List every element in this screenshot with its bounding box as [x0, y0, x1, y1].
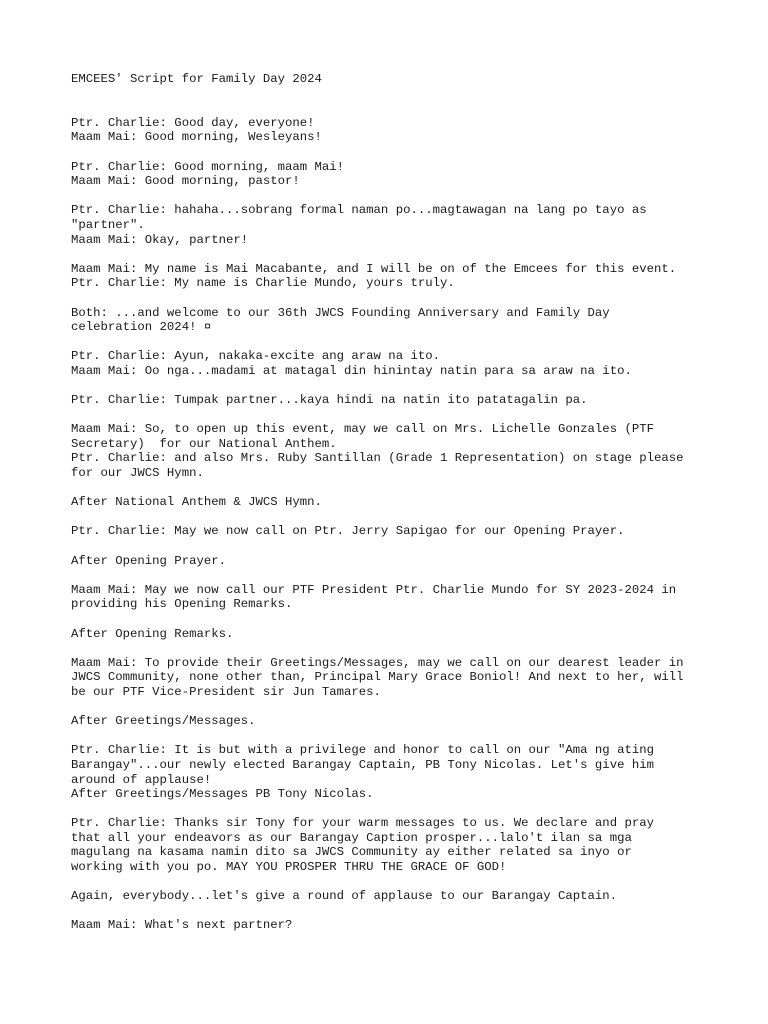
spacer [71, 729, 731, 744]
script-line: Again, everybody...let's give a round of applause to our Barangay Captain. [71, 889, 618, 904]
script-line: Both: ...and welcome to our 36th JWCS Founding Anniversary and Family Day [71, 305, 610, 320]
script-line: providing his Opening Remarks. [71, 597, 293, 612]
spacer [71, 539, 731, 554]
script-line: After Opening Remarks. [71, 626, 234, 641]
script-line: Ptr. Charlie: Thanks sir Tony for your warm messages to us. We declare and pray [71, 816, 654, 831]
spacer [71, 247, 731, 262]
script-block-19 [71, 918, 731, 933]
script-line: Maam Mai: May we now call our PTF President Ptr. Charlie Mundo for SY 2023-2024 in [71, 582, 677, 597]
script-line: Ptr. Charlie: and also Mrs. Ruby Santillan (Grade 1 Representation) on stage please [71, 451, 684, 466]
script-line: After Opening Prayer. [71, 553, 226, 568]
script-line: Maam Mai: Good morning, pastor! [71, 174, 300, 189]
spacer [71, 612, 731, 627]
spacer [71, 87, 731, 116]
script-line: Secretary) for our National Anthem. [71, 436, 337, 451]
script-block-6 [71, 349, 731, 378]
spacer [71, 802, 731, 817]
spacer [71, 291, 731, 306]
script-line: After National Anthem & JWCS Hymn. [71, 495, 322, 510]
script-line: for our JWCS Hymn. [71, 466, 204, 481]
script-line: be our PTF Vice-President sir Jun Tamares. [71, 684, 381, 699]
script-block-1 [71, 116, 731, 145]
script-line: Maam Mai: So, to open up this event, may we call on Mrs. Lichelle Gonzales (PTF [71, 422, 654, 437]
script-line: Barangay"...our newly elected Barangay Captain, PB Tony Nicolas. Let's give him [71, 757, 654, 772]
script-line: Ptr. Charlie: Ayun, nakaka-excite ang araw na ito. [71, 349, 440, 364]
spacer [71, 568, 731, 583]
script-block-7 [71, 393, 731, 408]
script-line: After Greetings/Messages. [71, 714, 256, 729]
script-block-11 [71, 554, 731, 569]
document-title: EMCEES' Script for Family Day 2024 [71, 72, 322, 86]
script-line: "partner". [71, 217, 145, 232]
spacer [71, 510, 731, 525]
script-line: Maam Mai: To provide their Greetings/Messages, may we call on our dearest leader in [71, 655, 684, 670]
script-block-8 [71, 422, 731, 480]
script-block-16 [71, 743, 731, 801]
script-block-9 [71, 495, 731, 510]
spacer [71, 335, 731, 350]
script-line: magulang na kasama namin dito sa JWCS Community ay either related sa inyo or [71, 845, 632, 860]
script-line: Maam Mai: Good morning, Wesleyans! [71, 130, 322, 145]
script-line: around of applause! [71, 772, 212, 787]
script-block-10 [71, 524, 731, 539]
script-block-4 [71, 262, 731, 291]
script-line: Ptr. Charlie: Good morning, maam Mai! [71, 159, 345, 174]
script-line: working with you po. MAY YOU PROSPER THRU THE GRACE OF GOD! [71, 860, 507, 875]
script-line: celebration 2024! ¤ [71, 320, 212, 335]
script-block-14 [71, 656, 731, 700]
script-block-17 [71, 816, 731, 874]
script-block-12 [71, 583, 731, 612]
spacer [71, 700, 731, 715]
spacer [71, 904, 731, 919]
script-line: Ptr. Charlie: It is but with a privilege and honor to call on our "Ama ng ating [71, 743, 654, 758]
script-block-5 [71, 306, 731, 335]
spacer [71, 378, 731, 393]
script-block-13 [71, 627, 731, 642]
script-line: Maam Mai: What's next partner? [71, 918, 293, 933]
script-line: JWCS Community, none other than, Principal Mary Grace Boniol! And next to her, will [71, 670, 684, 685]
spacer [71, 481, 731, 496]
script-body [71, 72, 731, 933]
script-block-15 [71, 714, 731, 729]
script-block-2 [71, 160, 731, 189]
spacer [71, 189, 731, 204]
script-line: Ptr. Charlie: Tumpak partner...kaya hindi na natin ito patatagalin pa. [71, 393, 588, 408]
script-block-3 [71, 203, 731, 247]
script-block-18 [71, 889, 731, 904]
script-line: After Greetings/Messages PB Tony Nicolas. [71, 787, 374, 802]
script-line: Ptr. Charlie: hahaha...sobrang formal naman po...magtawagan na lang po tayo as [71, 203, 647, 218]
spacer [71, 408, 731, 423]
script-line: Ptr. Charlie: My name is Charlie Mundo, yours truly. [71, 276, 455, 291]
spacer [71, 875, 731, 890]
spacer [71, 641, 731, 656]
script-line: that all your endeavors as our Barangay Caption prosper...lalo't ilan sa mga [71, 830, 632, 845]
script-line: Maam Mai: Oo nga...madami at matagal din hinintay natin para sa araw na ito. [71, 363, 632, 378]
script-line: Maam Mai: Okay, partner! [71, 232, 249, 247]
spacer [71, 145, 731, 160]
script-line: Ptr. Charlie: Good day, everyone! [71, 115, 315, 130]
script-line: Ptr. Charlie: May we now call on Ptr. Jerry Sapigao for our Opening Prayer. [71, 524, 625, 539]
script-line: Maam Mai: My name is Mai Macabante, and I will be on of the Emcees for this event. [71, 261, 677, 276]
